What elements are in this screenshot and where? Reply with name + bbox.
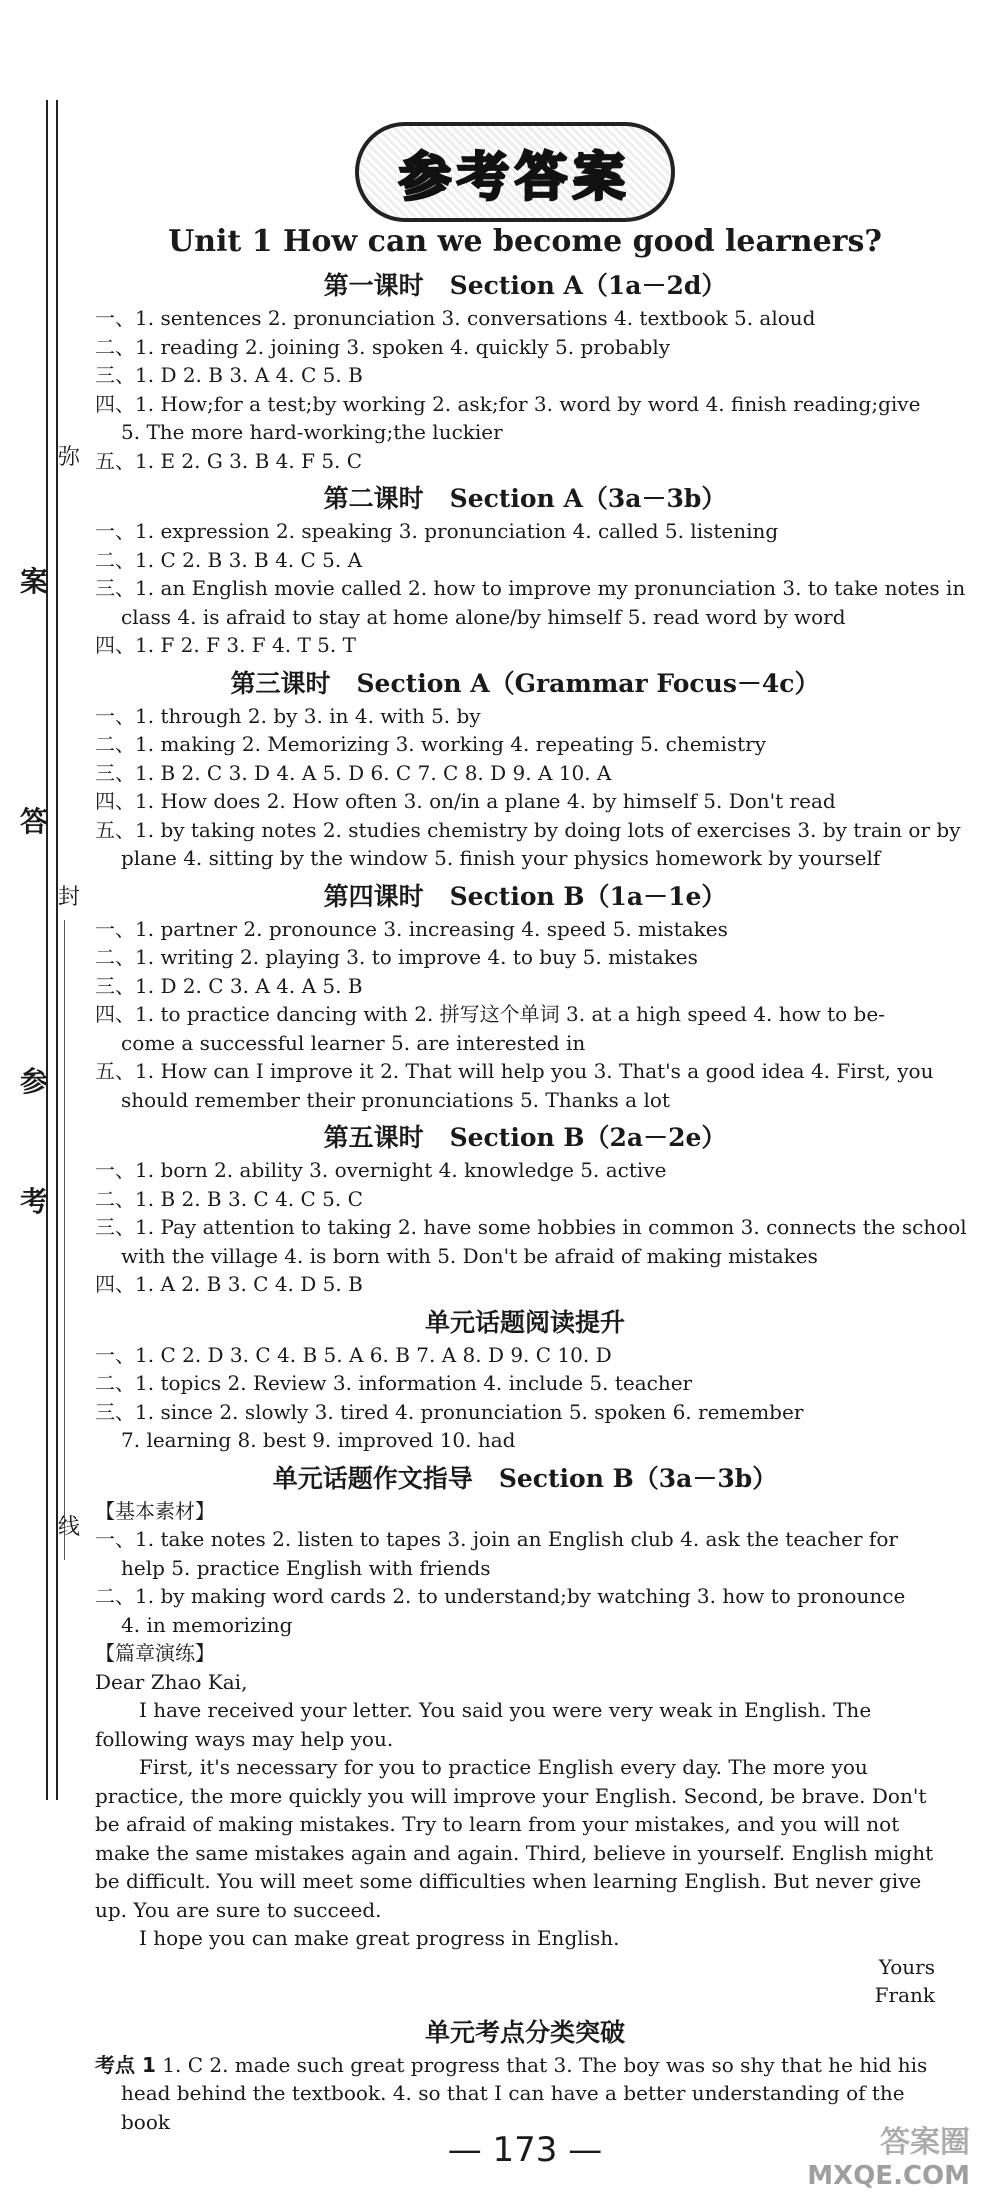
answer-line: 一、1. C 2. D 3. C 4. B 5. A 6. B 7. A 8. D 9. C 10. D	[95, 1342, 612, 1367]
breakthrough-line: head behind the textbook. 4. so that I can have a better understanding of the	[121, 2081, 905, 2105]
letter-paragraph: I hope you can make great progress in English.	[139, 1926, 620, 1950]
margin-line	[56, 100, 58, 1800]
answer-line: 二、1. writing 2. playing 3. to improve 4. to buy 5. mistakes	[95, 945, 698, 969]
section-heading-en: Section B（3a－3b）	[498, 1463, 778, 1493]
answer-line: 5. The more hard-working;the luckier	[121, 420, 503, 444]
section-heading	[95, 877, 955, 913]
answer-line: help 5. practice English with friends	[121, 1555, 491, 1580]
kaodian-label: 考点 1	[95, 2052, 156, 2077]
answer-line: class 4. is afraid to stay at home alone/by himself 5. read word by word	[121, 604, 846, 629]
answers-body	[95, 262, 967, 2136]
margin-char: 弥	[58, 445, 81, 470]
answer-line: 三、1. D 2. C 3. A 4. A 5. B	[95, 973, 363, 998]
answer-line: 4. in memorizing	[121, 1612, 293, 1637]
binding-margin	[46, 100, 76, 1800]
answer-line: 7. learning 8. best 9. improved 10. had	[121, 1428, 516, 1452]
answer-line: 二、1. by making word cards 2. to understand;by watching 3. how to pronounce	[95, 1584, 906, 1608]
answer-line: 二、1. reading 2. joining 3. spoken 4. quickly 5. probably	[95, 334, 671, 359]
answer-line: 一、1. through 2. by 3. in 4. with 5. by	[95, 703, 481, 728]
letter-paragraph: First, it's necessary for you to practice English every day. The more you practice, the more quickly you will improve your English. Second, be brave. Don't be afraid of making mistakes. Try to learn from your mistakes, and you will not make the same mistakes again and again. Third, believe in yourself. English might be difficult. You will meet some difficulties when learning English. But never give up. You are sure to succeed.	[95, 1755, 934, 1922]
breakthrough-line: book	[121, 2109, 171, 2134]
section-heading-cn: 第五课时	[323, 1123, 424, 1152]
answer-line: 【篇章演练】	[95, 1641, 215, 1665]
letter-closing: Yours	[878, 1954, 935, 1979]
answer-line: 二、1. making 2. Memorizing 3. working 4. repeating 5. chemistry	[95, 732, 767, 756]
answer-line: should remember their pronunciations 5. Thanks a lot	[121, 1087, 670, 1112]
letter-paragraph: I have received your letter. You said you were very weak in English. The following ways may help you.	[95, 1698, 872, 1751]
section-heading	[95, 1303, 955, 1339]
answer-line: 四、1. F 2. F 3. F 4. T 5. T	[95, 633, 356, 657]
answer-line: 二、1. B 2. B 3. C 4. C 5. C	[95, 1186, 363, 1211]
section-heading-cn: 第一课时	[323, 271, 424, 300]
section-heading	[95, 479, 955, 515]
margin-char: 参	[20, 1065, 49, 1098]
margin-line	[46, 100, 48, 1800]
section-heading-cn: 单元话题阅读提升	[424, 1307, 625, 1337]
answer-line: 四、1. How;for a test;by working 2. ask;for 3. word by word 4. finish reading;give	[95, 391, 921, 416]
answer-line: 一、1. born 2. ability 3. overnight 4. knowledge 5. active	[95, 1158, 667, 1182]
section-heading	[95, 1118, 955, 1154]
margin-char: 线	[58, 1515, 81, 1540]
answer-line: 四、1. A 2. B 3. C 4. D 5. B	[95, 1272, 363, 1296]
section-heading-cn: 第二课时	[323, 484, 424, 513]
section-heading-cn: 第四课时	[323, 881, 424, 911]
answer-line: 一、1. sentences 2. pronunciation 3. conversations 4. textbook 5. aloud	[95, 306, 816, 330]
watermark	[807, 2117, 970, 2191]
breakthrough-line	[95, 2051, 955, 2080]
banner-title: 参考答案	[398, 147, 631, 208]
answer-line: 三、1. D 2. B 3. A 4. C 5. B	[95, 363, 363, 387]
answer-line: 三、1. an English movie called 2. how to improve my pronunciation 3. to take notes in	[95, 576, 966, 600]
unit-title: Unit 1 How can we become good learners?	[168, 224, 882, 259]
answer-line: Dear Zhao Kai,	[95, 1669, 248, 1694]
answer-line: with the village 4. is born with 5. Don't be afraid of making mistakes	[121, 1243, 818, 1268]
answer-line: 一、1. partner 2. pronounce 3. increasing 4. speed 5. mistakes	[95, 916, 728, 941]
section-heading-cn: 单元话题作文指导	[272, 1463, 473, 1493]
margin-char: 答	[20, 805, 49, 838]
answer-line: 五、1. by taking notes 2. studies chemistry by doing lots of exercises 3. by train or by	[95, 817, 961, 842]
section-heading	[95, 1459, 955, 1495]
section-heading-en: Section B（2a－2e）	[449, 1123, 727, 1152]
breakthrough-title: 单元考点分类突破	[424, 2017, 625, 2047]
margin-char: 案	[20, 565, 49, 598]
sections-container	[95, 266, 967, 1696]
margin-char: 封	[58, 885, 81, 910]
section-heading-en: Section A（Grammar Focus－4c）	[356, 668, 820, 698]
answer-line: 五、1. E 2. G 3. B 4. F 5. C	[95, 448, 363, 473]
answer-line: 一、1. expression 2. speaking 3. pronunciation 4. called 5. listening	[95, 519, 779, 543]
answer-line: 二、1. topics 2. Review 3. information 4. include 5. teacher	[95, 1371, 693, 1395]
margin-char: 考	[20, 1185, 49, 1218]
answer-line: 五、1. How can I improve it 2. That will help you 3. That's a good idea 4. First, you	[95, 1059, 934, 1083]
answer-line: 一、1. take notes 2. listen to tapes 3. join an English club 4. ask the teacher for	[95, 1527, 898, 1551]
margin-line	[64, 920, 65, 1560]
breakthrough-text: 1. C 2. made such great progress that 3. The boy was so shy that he hid his	[162, 2052, 928, 2077]
answer-banner	[355, 122, 675, 222]
answer-line: 三、1. Pay attention to taking 2. have some hobbies in common 3. connects the school	[95, 1215, 967, 1239]
section-heading-en: Section A（3a－3b）	[449, 484, 727, 513]
page-number: — 173 —	[447, 2130, 603, 2170]
section-heading-en: Section B（1a－1e）	[449, 881, 727, 911]
answer-line: come a successful learner 5. are interested in	[121, 1030, 586, 1055]
watermark-url: MXQE.COM	[807, 2161, 970, 2191]
watermark-brand: 答案圈	[880, 2125, 970, 2160]
answer-line: 三、1. since 2. slowly 3. tired 4. pronunciation 5. spoken 6. remember	[95, 1399, 804, 1424]
section-heading-en: Section A（1a－2d）	[449, 271, 727, 300]
answer-line: 二、1. C 2. B 3. B 4. C 5. A	[95, 547, 363, 572]
answer-line: 四、1. to practice dancing with 2. 拼写这个单词 3. at a high speed 4. how to be-	[95, 1002, 885, 1026]
answer-line: plane 4. sitting by the window 5. finish your physics homework by yourself	[121, 846, 881, 870]
section-heading	[95, 266, 955, 302]
section-heading-cn: 第三课时	[230, 668, 331, 698]
section-heading	[95, 664, 955, 700]
letter	[95, 1696, 955, 2009]
answer-line: 三、1. B 2. C 3. D 4. A 5. D 6. C 7. C 8. D 9. A 10. A	[95, 760, 612, 785]
answer-line: 四、1. How does 2. How often 3. on/in a plane 4. by himself 5. Don't read	[95, 789, 836, 813]
letter-signature: Frank	[874, 1982, 935, 2007]
answer-line: 【基本素材】	[95, 1498, 215, 1523]
